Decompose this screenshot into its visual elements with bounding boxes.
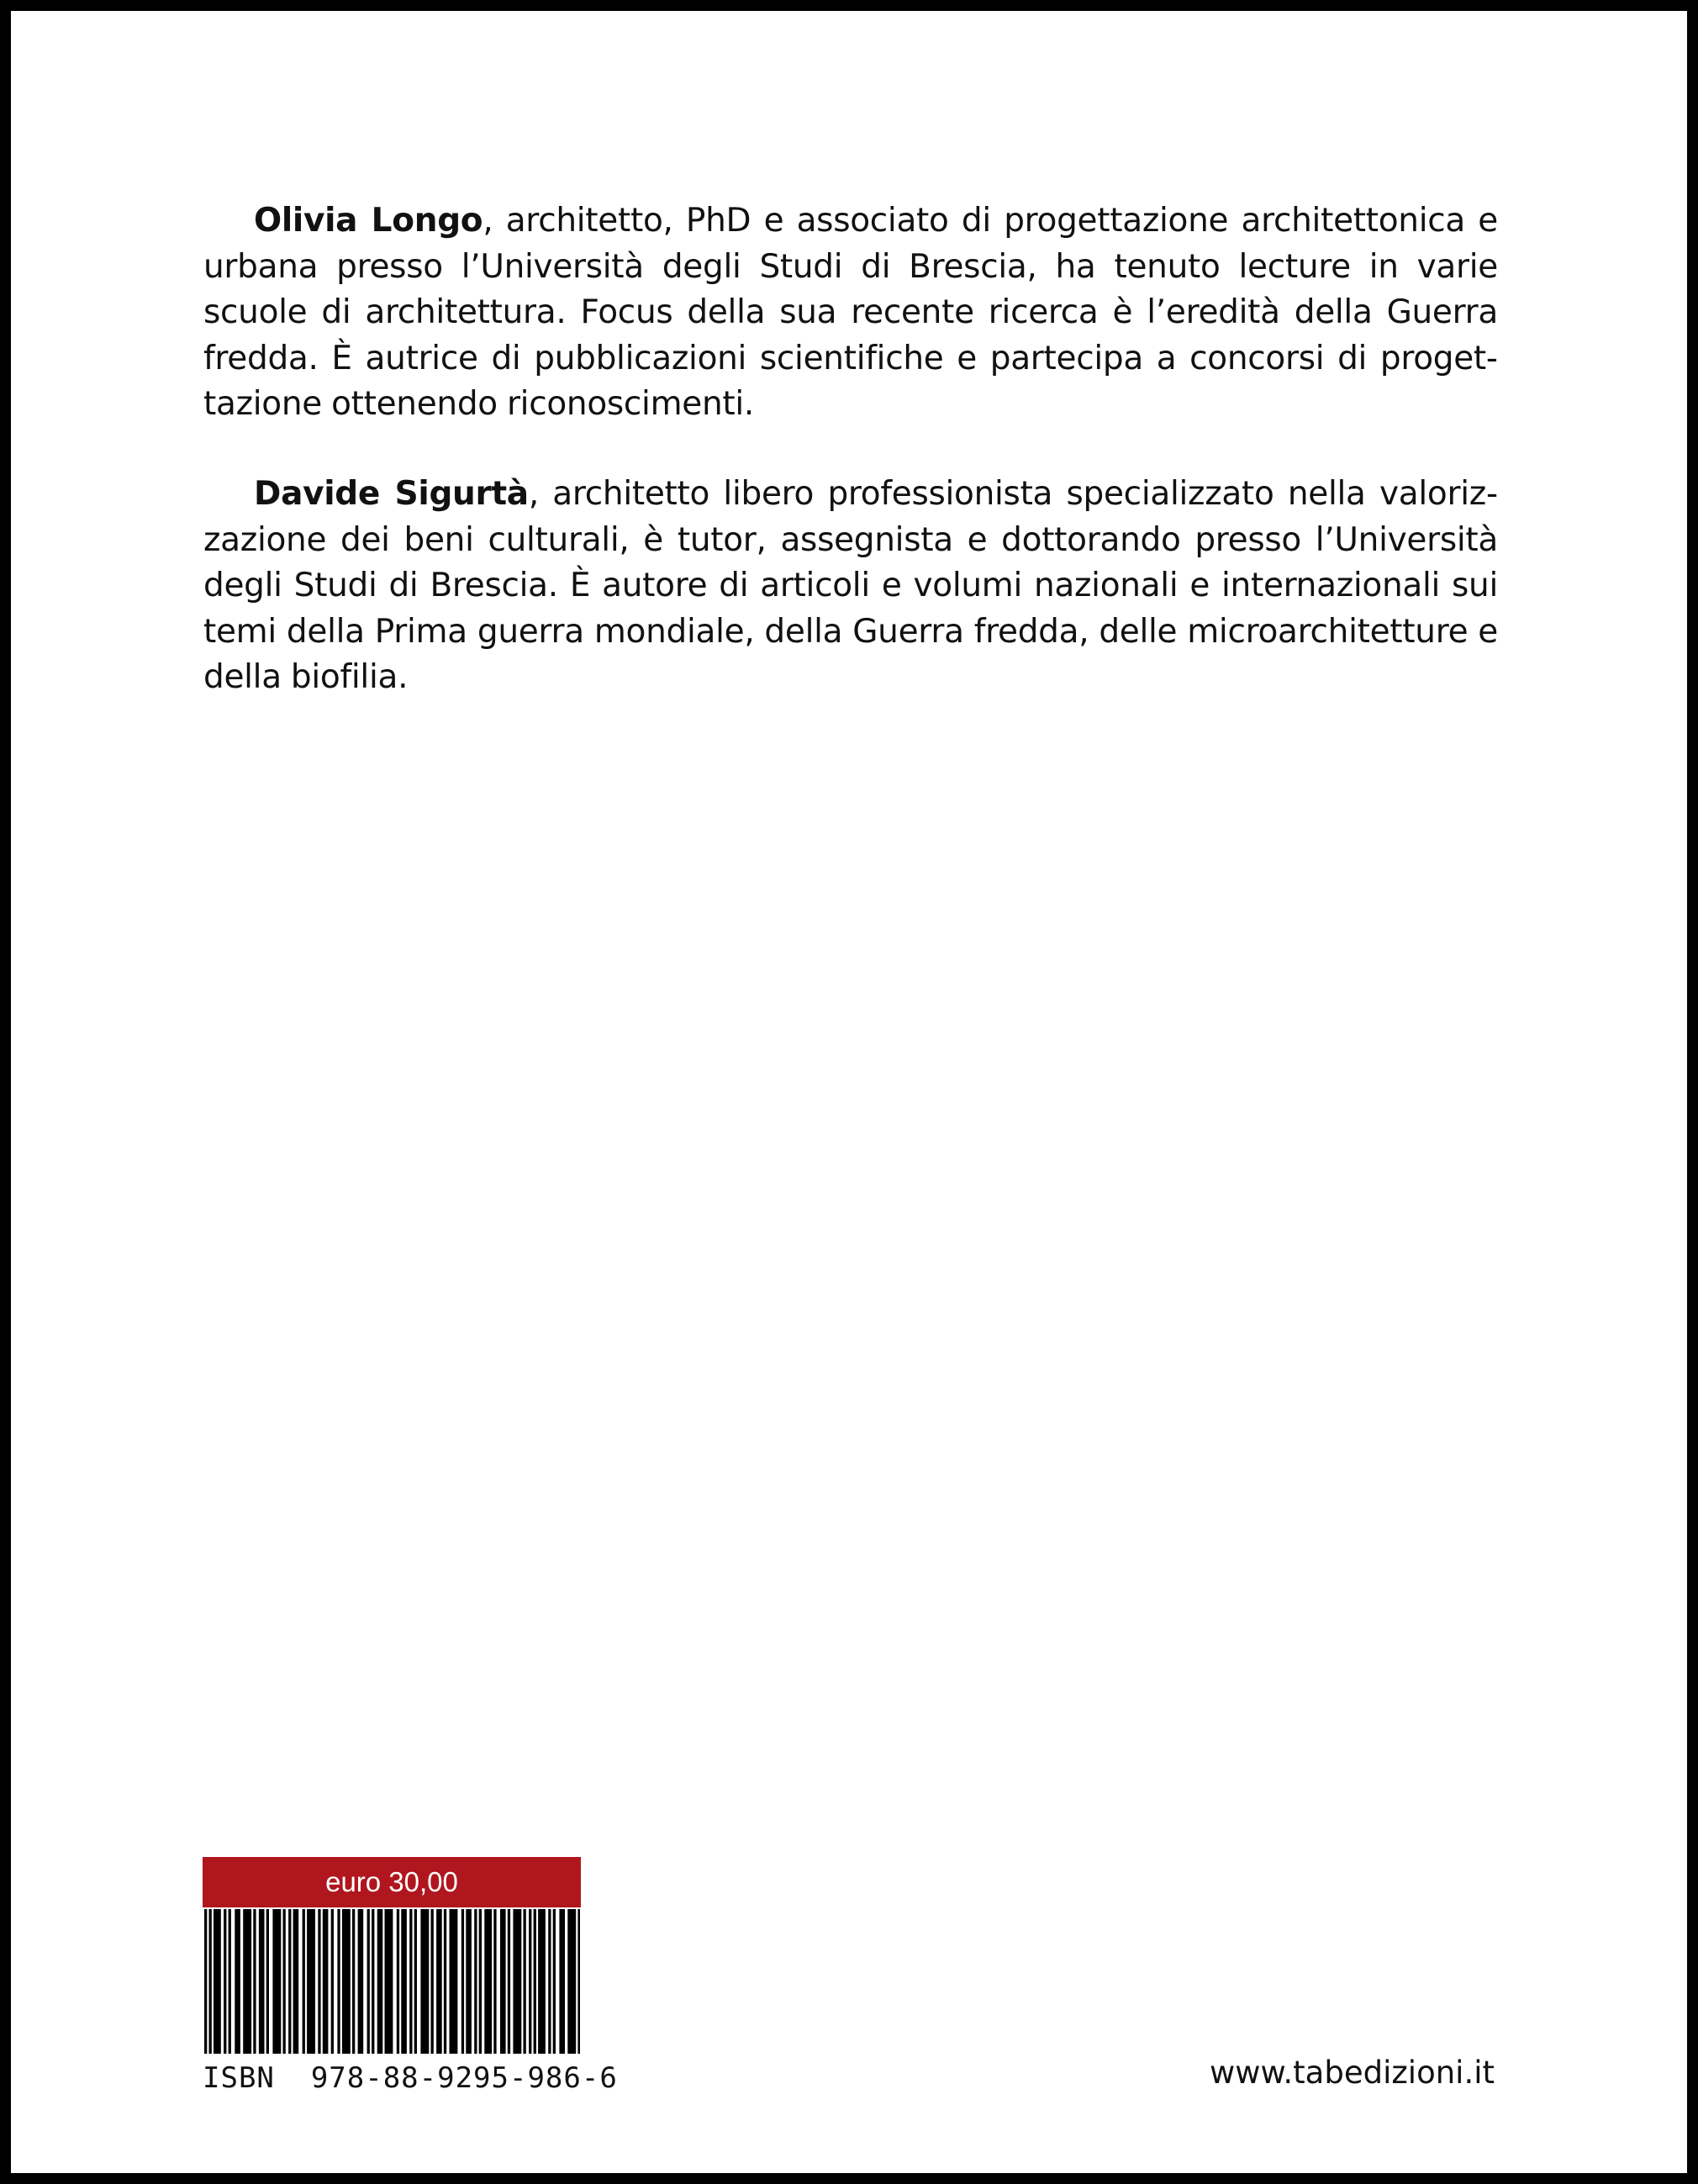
author-bio-text: , architetto libero professionista specializzato nella valorizzazione dei beni culturali, è tutor, assegnista e dottorando presso l’Università degli Studi di Brescia. È autore di articoli e volumi nazionali e internazionali sui temi della Prima guerra mondiale, della Guerra fredda, delle microarchitetture e della biofilia.	[203, 475, 1499, 696]
author-bio-text: , architetto, PhD e associato di progettazione architettonica e urbana presso l’Università degli Studi di Brescia, ha tenuto lecture in varie scuole di architettura. Focus della sua recente ricerca è l’eredità della Guerra fredda. È autrice di pubblicazioni scientifiche e partecipa a concorsi di progettazione ottenendo riconoscimenti.	[203, 202, 1498, 423]
publisher-website: www.tabedizioni.it	[1210, 2055, 1495, 2091]
author-name: Davide Sigurtà	[254, 475, 529, 513]
price-label: euro 30,00	[203, 1857, 581, 1907]
author-name: Olivia Longo	[254, 202, 483, 240]
author-bio-olivia-longo	[203, 198, 1498, 428]
author-bio-davide-sigurta	[203, 472, 1498, 701]
barcode-image	[204, 1909, 580, 2054]
isbn-number: ISBN 978-88-9295-986-6	[203, 2061, 618, 2095]
